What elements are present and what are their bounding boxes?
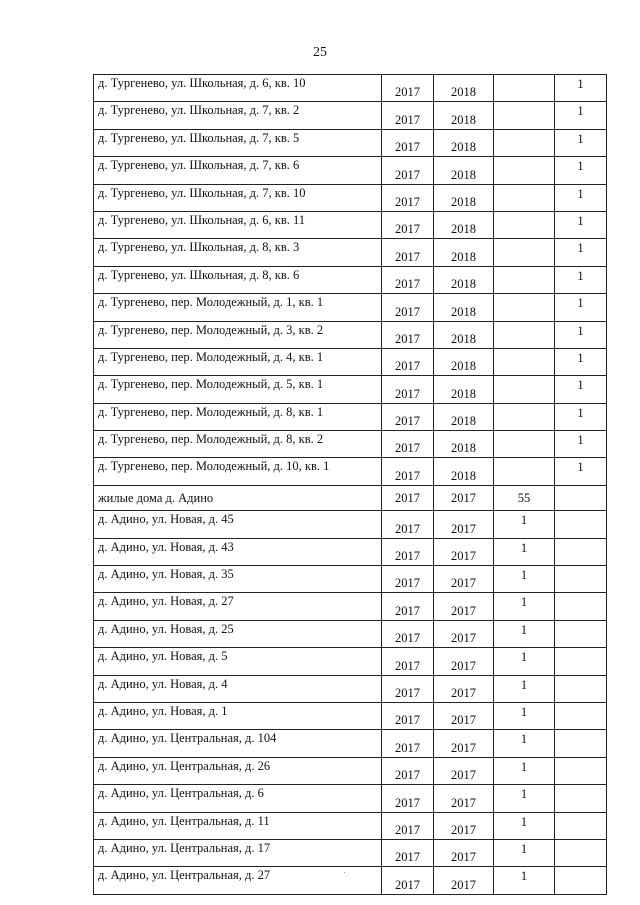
address-cell: д. Адино, ул. Новая, д. 43 [94,538,382,565]
year-end-cell: 2017 [434,620,494,647]
table-row [94,376,607,403]
table-row [94,431,607,458]
year-start-cell: 2017 [382,593,434,620]
year-end-cell: 2018 [434,266,494,293]
year-start-cell: 2017 [382,431,434,458]
year-end-cell: 2018 [434,157,494,184]
table-row [94,485,607,510]
table-row [94,675,607,702]
count-b-cell: 1 [555,321,607,348]
year-end-cell: 2017 [434,593,494,620]
year-end-cell: 2017 [434,538,494,565]
count-b-cell: 1 [555,129,607,156]
year-start-cell: 2017 [382,321,434,348]
address-cell: д. Тургенево, пер. Молодежный, д. 3, кв. 2 [94,321,382,348]
year-end-cell: 2018 [434,348,494,375]
address-cell: д. Адино, ул. Новая, д. 4 [94,675,382,702]
table-row [94,785,607,812]
count-a-cell [494,321,555,348]
address-cell: д. Адино, ул. Новая, д. 5 [94,648,382,675]
table-row [94,266,607,293]
address-cell: д. Тургенево, ул. Школьная, д. 7, кв. 6 [94,157,382,184]
address-cell: д. Тургенево, ул. Школьная, д. 7, кв. 2 [94,102,382,129]
table-row [94,702,607,729]
year-end-cell: 2017 [434,702,494,729]
count-a-cell: 1 [494,538,555,565]
address-cell: д. Тургенево, ул. Школьная, д. 8, кв. 6 [94,266,382,293]
address-cell: д. Тургенево, пер. Молодежный, д. 8, кв. 1 [94,403,382,430]
year-end-cell: 2017 [434,566,494,593]
count-b-cell [555,867,607,894]
year-start-cell: 2017 [382,458,434,485]
year-end-cell: 2017 [434,867,494,894]
year-end-cell: 2018 [434,458,494,485]
count-b-cell: 1 [555,211,607,238]
count-b-cell: 1 [555,157,607,184]
year-start-cell: 2017 [382,184,434,211]
count-b-cell [555,839,607,866]
year-start-cell: 2017 [382,485,434,510]
address-cell: д. Тургенево, ул. Школьная, д. 7, кв. 5 [94,129,382,156]
count-a-cell: 1 [494,593,555,620]
address-cell: д. Тургенево, ул. Школьная, д. 8, кв. 3 [94,239,382,266]
address-cell: д. Тургенево, пер. Молодежный, д. 10, кв. 1 [94,458,382,485]
address-cell: д. Адино, ул. Центральная, д. 6 [94,785,382,812]
table-row [94,321,607,348]
count-a-cell: 1 [494,785,555,812]
count-a-cell [494,431,555,458]
year-start-cell: 2017 [382,376,434,403]
count-a-cell [494,403,555,430]
year-end-cell: 2018 [434,294,494,321]
table-row [94,620,607,647]
address-cell: д. Адино, ул. Центральная, д. 11 [94,812,382,839]
year-start-cell: 2017 [382,511,434,538]
year-end-cell: 2017 [434,812,494,839]
year-start-cell: 2017 [382,757,434,784]
count-a-cell [494,102,555,129]
year-end-cell: 2018 [434,403,494,430]
address-cell: д. Адино, ул. Новая, д. 27 [94,593,382,620]
table-row [94,839,607,866]
year-end-cell: 2018 [434,376,494,403]
count-a-cell [494,376,555,403]
year-end-cell: 2018 [434,129,494,156]
year-start-cell: 2017 [382,867,434,894]
count-a-cell: 1 [494,511,555,538]
count-b-cell: 1 [555,403,607,430]
count-b-cell: 1 [555,458,607,485]
table-row [94,211,607,238]
year-end-cell: 2017 [434,757,494,784]
table-row [94,458,607,485]
address-cell: д. Тургенево, ул. Школьная, д. 6, кв. 11 [94,211,382,238]
count-b-cell [555,812,607,839]
year-end-cell: 2017 [434,675,494,702]
address-cell: жилые дома д. Адино [94,485,382,510]
table-row [94,184,607,211]
count-a-cell [494,239,555,266]
table-row [94,348,607,375]
address-cell: д. Тургенево, ул. Школьная, д. 6, кв. 10 [94,75,382,102]
year-start-cell: 2017 [382,648,434,675]
count-b-cell: 1 [555,348,607,375]
year-start-cell: 2017 [382,294,434,321]
count-b-cell: 1 [555,294,607,321]
address-cell: д. Тургенево, пер. Молодежный, д. 5, кв. 1 [94,376,382,403]
count-b-cell [555,538,607,565]
count-a-cell: 1 [494,757,555,784]
year-end-cell: 2017 [434,648,494,675]
table-row [94,730,607,757]
count-b-cell [555,702,607,729]
count-a-cell [494,294,555,321]
table-row [94,648,607,675]
address-cell: д. Адино, ул. Новая, д. 35 [94,566,382,593]
count-a-cell [494,75,555,102]
count-b-cell [555,485,607,510]
address-cell: д. Адино, ул. Новая, д. 25 [94,620,382,647]
year-start-cell: 2017 [382,266,434,293]
table-row [94,403,607,430]
year-end-cell: 2018 [434,431,494,458]
count-a-cell [494,458,555,485]
year-start-cell: 2017 [382,211,434,238]
table-row [94,812,607,839]
table-row [94,239,607,266]
count-b-cell [555,785,607,812]
housing-table [93,74,607,895]
year-start-cell: 2017 [382,538,434,565]
year-start-cell: 2017 [382,129,434,156]
count-b-cell: 1 [555,376,607,403]
count-a-cell: 1 [494,566,555,593]
table-row [94,75,607,102]
year-end-cell: 2018 [434,211,494,238]
year-start-cell: 2017 [382,239,434,266]
address-cell: д. Адино, ул. Новая, д. 1 [94,702,382,729]
year-end-cell: 2018 [434,75,494,102]
year-start-cell: 2017 [382,675,434,702]
address-cell: д. Адино, ул. Центральная, д. 17 [94,839,382,866]
count-a-cell [494,266,555,293]
count-a-cell: 1 [494,620,555,647]
address-cell: д. Адино, ул. Центральная, д. 26 [94,757,382,784]
scan-speck [344,872,345,873]
year-end-cell: 2018 [434,102,494,129]
count-a-cell: 1 [494,675,555,702]
table-row [94,102,607,129]
year-start-cell: 2017 [382,730,434,757]
count-a-cell: 1 [494,839,555,866]
count-a-cell [494,348,555,375]
count-b-cell [555,566,607,593]
count-b-cell [555,730,607,757]
count-a-cell: 1 [494,730,555,757]
count-b-cell [555,511,607,538]
year-start-cell: 2017 [382,839,434,866]
count-a-cell: 55 [494,485,555,510]
year-end-cell: 2018 [434,184,494,211]
year-start-cell: 2017 [382,620,434,647]
address-cell: д. Тургенево, пер. Молодежный, д. 4, кв. 1 [94,348,382,375]
count-b-cell [555,757,607,784]
year-start-cell: 2017 [382,102,434,129]
address-cell: д. Адино, ул. Центральная, д. 104 [94,730,382,757]
count-b-cell [555,620,607,647]
address-cell: д. Тургенево, пер. Молодежный, д. 1, кв. 1 [94,294,382,321]
count-b-cell: 1 [555,184,607,211]
year-end-cell: 2018 [434,239,494,266]
table-row [94,294,607,321]
year-start-cell: 2017 [382,348,434,375]
count-a-cell [494,184,555,211]
table-row [94,867,607,894]
address-cell: д. Тургенево, ул. Школьная, д. 7, кв. 10 [94,184,382,211]
year-start-cell: 2017 [382,403,434,430]
count-b-cell: 1 [555,102,607,129]
address-cell: д. Адино, ул. Центральная, д. 27 [94,867,382,894]
count-a-cell: 1 [494,702,555,729]
page-number: 25 [313,45,327,60]
year-start-cell: 2017 [382,566,434,593]
year-end-cell: 2017 [434,485,494,510]
count-b-cell [555,675,607,702]
count-a-cell: 1 [494,867,555,894]
table-row [94,757,607,784]
table-row [94,157,607,184]
count-a-cell: 1 [494,648,555,675]
count-b-cell [555,593,607,620]
year-start-cell: 2017 [382,157,434,184]
year-end-cell: 2017 [434,785,494,812]
table-row [94,538,607,565]
year-start-cell: 2017 [382,702,434,729]
address-cell: д. Тургенево, пер. Молодежный, д. 8, кв. 2 [94,431,382,458]
count-b-cell: 1 [555,75,607,102]
count-b-cell: 1 [555,239,607,266]
table-row [94,129,607,156]
count-a-cell: 1 [494,812,555,839]
year-start-cell: 2017 [382,812,434,839]
address-cell: д. Адино, ул. Новая, д. 45 [94,511,382,538]
count-b-cell [555,648,607,675]
year-end-cell: 2017 [434,511,494,538]
table-body [94,75,607,895]
year-start-cell: 2017 [382,75,434,102]
count-a-cell [494,129,555,156]
table-row [94,566,607,593]
year-start-cell: 2017 [382,785,434,812]
count-a-cell [494,211,555,238]
year-end-cell: 2017 [434,730,494,757]
count-b-cell: 1 [555,431,607,458]
table-row [94,593,607,620]
count-a-cell [494,157,555,184]
count-b-cell: 1 [555,266,607,293]
year-end-cell: 2018 [434,321,494,348]
table-row [94,511,607,538]
year-end-cell: 2017 [434,839,494,866]
